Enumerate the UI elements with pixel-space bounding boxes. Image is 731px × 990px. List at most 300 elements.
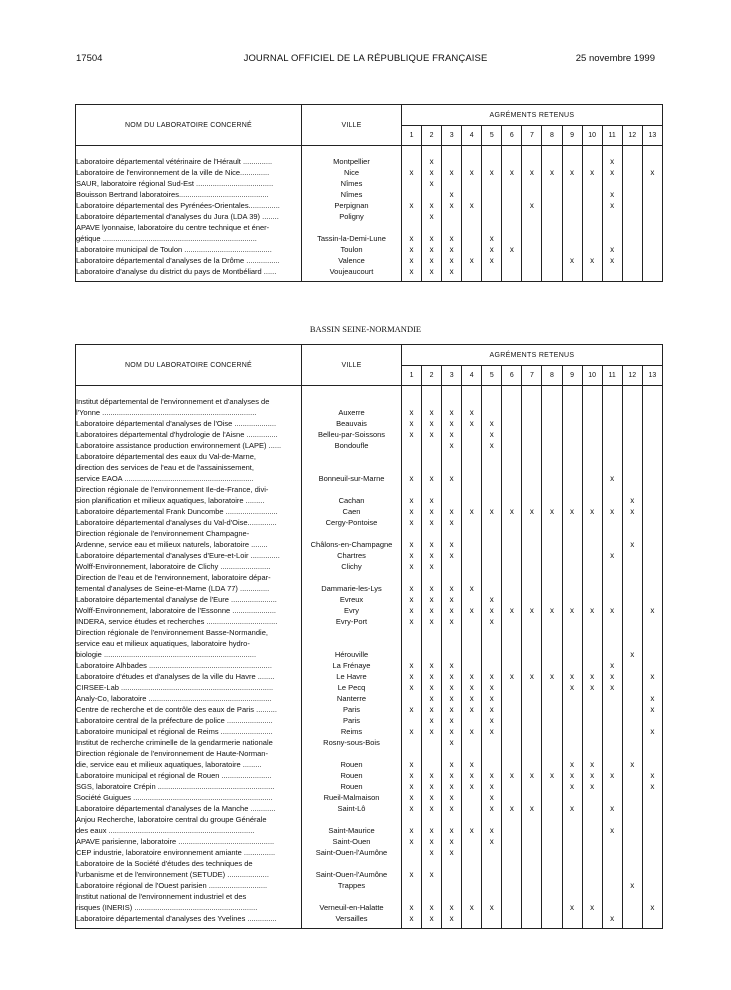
- approval-mark-6: [502, 561, 522, 572]
- approval-mark-5: [482, 178, 502, 189]
- approval-mark-7: [522, 440, 542, 451]
- approval-mark-12: [622, 671, 642, 682]
- approval-mark-8: [542, 748, 562, 770]
- approval-mark-9: [562, 244, 582, 255]
- table-row: [76, 594, 663, 605]
- approval-mark-6: [502, 451, 522, 484]
- approval-mark-6: [502, 847, 522, 858]
- approval-mark-12: [622, 255, 642, 266]
- table-row: [76, 561, 663, 572]
- table-row: [76, 715, 663, 726]
- approval-mark-12: [622, 572, 642, 594]
- approval-number-header: 6: [502, 366, 522, 386]
- city-name: Rueil-Malmaison: [302, 792, 402, 803]
- approval-mark-1: x: [402, 792, 422, 803]
- approval-mark-5: x: [482, 429, 502, 440]
- approval-mark-1: x: [402, 836, 422, 847]
- approval-mark-9: [562, 266, 582, 277]
- approval-mark-12: [622, 156, 642, 167]
- approval-mark-4: [462, 847, 482, 858]
- approval-mark-3: [442, 178, 462, 189]
- approval-mark-2: x: [422, 913, 442, 924]
- approval-mark-9: [562, 440, 582, 451]
- table-row: [76, 396, 663, 418]
- approval-mark-1: x: [402, 222, 422, 244]
- approval-mark-9: x: [562, 605, 582, 616]
- approval-mark-1: x: [402, 451, 422, 484]
- approval-mark-12: [622, 561, 642, 572]
- approval-mark-3: x: [442, 594, 462, 605]
- approval-mark-12: [622, 244, 642, 255]
- laboratory-name: Direction régionale de l'environnement de Haute-Norman- die, service eau et milieux aquatiques, laboratoire .........: [76, 748, 302, 770]
- approval-mark-4: x: [462, 418, 482, 429]
- approval-mark-1: x: [402, 858, 422, 880]
- approval-mark-3: x: [442, 704, 462, 715]
- approval-mark-8: [542, 737, 562, 748]
- approval-mark-3: x: [442, 792, 462, 803]
- approval-mark-6: [502, 704, 522, 715]
- table-row: [76, 913, 663, 924]
- approval-mark-11: [602, 748, 622, 770]
- approval-number-header: 7: [522, 126, 542, 146]
- approval-mark-8: [542, 693, 562, 704]
- laboratory-name: Direction régionale de l'environnement Ile-de-France, divi- sion planification et milieux aquatiques, laboratoire .........: [76, 484, 302, 506]
- approval-mark-1: [402, 737, 422, 748]
- approval-mark-13: [642, 814, 662, 836]
- laboratory-name: SAUR, laboratoire régional Sud-Est .....................................: [76, 178, 302, 189]
- laboratory-name: Laboratoire départemental des Pyrénées-Orientales...............: [76, 200, 302, 211]
- approval-mark-9: [562, 660, 582, 671]
- approval-mark-3: x: [442, 396, 462, 418]
- city-name: Tassin-la-Demi-Lune: [302, 222, 402, 244]
- approval-mark-5: [482, 451, 502, 484]
- approval-mark-2: [422, 627, 442, 660]
- approval-mark-2: x: [422, 605, 442, 616]
- approval-mark-4: [462, 528, 482, 550]
- approval-mark-11: [602, 429, 622, 440]
- city-name: Toulon: [302, 244, 402, 255]
- approval-mark-9: [562, 561, 582, 572]
- table-row: [76, 244, 663, 255]
- approval-mark-10: [582, 550, 602, 561]
- approval-mark-1: [402, 189, 422, 200]
- approval-mark-3: [442, 561, 462, 572]
- approval-mark-8: [542, 880, 562, 891]
- approval-mark-13: [642, 451, 662, 484]
- city-name: Le Havre: [302, 671, 402, 682]
- approval-number-header: 12: [622, 366, 642, 386]
- approval-mark-4: [462, 616, 482, 627]
- approval-mark-9: [562, 550, 582, 561]
- approval-mark-5: [482, 200, 502, 211]
- approval-mark-2: [422, 748, 442, 770]
- approval-mark-6: [502, 211, 522, 222]
- laboratory-name: Laboratoire départemental d'analyses de la Manche ............: [76, 803, 302, 814]
- approval-mark-1: x: [402, 255, 422, 266]
- approval-mark-5: x: [482, 891, 502, 913]
- table-row: [76, 704, 663, 715]
- approval-mark-8: [542, 814, 562, 836]
- approval-mark-1: x: [402, 561, 422, 572]
- laboratory-name: Laboratoire départemental des eaux du Val-de-Marne, direction des services de l'eau et de l'assainissement, service EAOA ..............................................................: [76, 451, 302, 484]
- approval-mark-10: [582, 222, 602, 244]
- approval-mark-11: x: [602, 244, 622, 255]
- approval-mark-1: x: [402, 781, 422, 792]
- approval-mark-13: [642, 222, 662, 244]
- approval-mark-2: x: [422, 156, 442, 167]
- approval-mark-4: [462, 484, 482, 506]
- approval-mark-5: x: [482, 770, 502, 781]
- approval-mark-10: [582, 440, 602, 451]
- city-name: La Frénaye: [302, 660, 402, 671]
- approval-mark-6: [502, 222, 522, 244]
- laboratory-name: Laboratoire municipal de Toulon ..........................................: [76, 244, 302, 255]
- section-title: BASSIN SEINE-NORMANDIE: [309, 324, 422, 334]
- approval-mark-11: [602, 484, 622, 506]
- approval-mark-12: x: [622, 528, 642, 550]
- approval-mark-5: x: [482, 418, 502, 429]
- city-name: Reims: [302, 726, 402, 737]
- laboratory-name: Bouisson Bertrand laboratoires...........................................: [76, 189, 302, 200]
- approval-mark-3: x: [442, 550, 462, 561]
- approval-mark-10: [582, 200, 602, 211]
- approval-mark-8: [542, 451, 562, 484]
- approval-mark-9: [562, 396, 582, 418]
- approval-mark-4: [462, 561, 482, 572]
- approval-mark-6: [502, 660, 522, 671]
- approval-mark-8: [542, 616, 562, 627]
- laboratory-name: CIRSEE-Lab .........................................................................: [76, 682, 302, 693]
- approval-mark-8: [542, 528, 562, 550]
- approval-mark-4: [462, 440, 482, 451]
- approval-number-header: 3: [442, 126, 462, 146]
- approval-mark-4: [462, 211, 482, 222]
- approval-mark-3: x: [442, 715, 462, 726]
- approval-mark-13: [642, 517, 662, 528]
- approval-number-header: 1: [402, 366, 422, 386]
- approval-mark-7: [522, 266, 542, 277]
- approval-number-header: 9: [562, 126, 582, 146]
- approval-mark-11: [602, 211, 622, 222]
- approval-mark-1: x: [402, 550, 422, 561]
- laboratory-name: Institut de recherche criminelle de la gendarmerie nationale: [76, 737, 302, 748]
- approval-mark-8: x: [542, 506, 562, 517]
- city-name: Paris: [302, 715, 402, 726]
- approval-mark-10: [582, 594, 602, 605]
- approval-mark-5: x: [482, 506, 502, 517]
- approval-mark-1: x: [402, 770, 422, 781]
- approval-mark-7: [522, 880, 542, 891]
- approval-mark-12: [622, 781, 642, 792]
- table-row: [76, 255, 663, 266]
- approval-mark-4: x: [462, 200, 482, 211]
- city-name: Trappes: [302, 880, 402, 891]
- approval-number-header: 7: [522, 366, 542, 386]
- approval-mark-12: [622, 594, 642, 605]
- approval-mark-4: [462, 222, 482, 244]
- approval-mark-5: x: [482, 167, 502, 178]
- table-row: [76, 517, 663, 528]
- approval-mark-11: [602, 627, 622, 660]
- approval-mark-13: [642, 178, 662, 189]
- approval-mark-3: x: [442, 222, 462, 244]
- table-row: [76, 451, 663, 484]
- approval-mark-7: [522, 418, 542, 429]
- approval-mark-10: [582, 858, 602, 880]
- city-name: Chartres: [302, 550, 402, 561]
- approval-number-header: 1: [402, 126, 422, 146]
- approval-mark-9: x: [562, 803, 582, 814]
- approval-mark-9: [562, 627, 582, 660]
- laboratory-name: Direction de l'eau et de l'environnement, laboratoire dépar- temental d'analyses de Seine-et-Marne (LDA 77) ..............: [76, 572, 302, 594]
- approval-mark-13: [642, 528, 662, 550]
- city-name: Beauvais: [302, 418, 402, 429]
- laboratory-name: Institut départemental de l'environnement et d'analyses de l'Yonne ..........................................................................: [76, 396, 302, 418]
- approval-mark-8: [542, 178, 562, 189]
- table-row: [76, 178, 663, 189]
- laboratory-name: Laboratoire municipal et régional de Rouen ........................: [76, 770, 302, 781]
- approval-mark-12: [622, 682, 642, 693]
- approval-mark-8: [542, 156, 562, 167]
- approval-mark-11: [602, 836, 622, 847]
- table-row: [76, 189, 663, 200]
- laboratory-name: CEP industrie, laboratoire environnement amiante ...............: [76, 847, 302, 858]
- laboratory-name: Analy-Co, laboratoire ...........................................................: [76, 693, 302, 704]
- approval-mark-9: x: [562, 506, 582, 517]
- approval-mark-4: [462, 244, 482, 255]
- approval-mark-2: x: [422, 858, 442, 880]
- approval-mark-1: x: [402, 726, 422, 737]
- approval-mark-7: [522, 572, 542, 594]
- approval-mark-11: x: [602, 167, 622, 178]
- approval-mark-5: [482, 211, 502, 222]
- approval-mark-11: [602, 792, 622, 803]
- approval-mark-7: x: [522, 605, 542, 616]
- approval-mark-2: x: [422, 484, 442, 506]
- approval-mark-10: x: [582, 770, 602, 781]
- laboratory-name: Laboratoire départemental d'analyses de l'Oise ....................: [76, 418, 302, 429]
- approval-mark-12: [622, 715, 642, 726]
- approval-mark-12: [622, 770, 642, 781]
- laboratory-name: Centre de recherche et de contrôle des eaux de Paris ..........: [76, 704, 302, 715]
- approval-mark-1: x: [402, 748, 422, 770]
- city-name: Saint-Ouen-l'Aumône: [302, 847, 402, 858]
- approval-mark-8: [542, 627, 562, 660]
- approval-mark-5: x: [482, 222, 502, 244]
- approval-mark-5: x: [482, 814, 502, 836]
- approval-mark-9: [562, 693, 582, 704]
- approval-mark-3: x: [442, 255, 462, 266]
- laboratory-name: Laboratoire départemental d'analyses des Yvelines ..............: [76, 913, 302, 924]
- approval-mark-11: [602, 440, 622, 451]
- approval-mark-6: [502, 572, 522, 594]
- city-name: Rosny-sous-Bois: [302, 737, 402, 748]
- approval-mark-10: [582, 792, 602, 803]
- approval-mark-2: x: [422, 726, 442, 737]
- city-name: Nice: [302, 167, 402, 178]
- approval-mark-5: x: [482, 671, 502, 682]
- approval-mark-6: [502, 781, 522, 792]
- approval-mark-7: [522, 244, 542, 255]
- approval-mark-11: x: [602, 451, 622, 484]
- approval-mark-9: [562, 594, 582, 605]
- approval-mark-4: [462, 836, 482, 847]
- approval-mark-11: x: [602, 189, 622, 200]
- approval-mark-3: x: [442, 572, 462, 594]
- approval-mark-7: [522, 561, 542, 572]
- approval-mark-12: [622, 616, 642, 627]
- approval-number-header: 12: [622, 126, 642, 146]
- approval-mark-3: x: [442, 913, 462, 924]
- approval-mark-1: x: [402, 803, 422, 814]
- approval-mark-4: x: [462, 255, 482, 266]
- approval-mark-2: x: [422, 451, 442, 484]
- table-2-body: [76, 386, 663, 929]
- approval-mark-5: [482, 847, 502, 858]
- city-name: Versailles: [302, 913, 402, 924]
- city-name: Saint-Ouen: [302, 836, 402, 847]
- city-name: Châlons-en-Champagne: [302, 528, 402, 550]
- approval-mark-10: [582, 418, 602, 429]
- approval-mark-13: [642, 682, 662, 693]
- approval-mark-3: [442, 156, 462, 167]
- approval-mark-4: x: [462, 726, 482, 737]
- city-name: Bondoufle: [302, 440, 402, 451]
- approval-mark-10: [582, 189, 602, 200]
- approval-mark-6: [502, 440, 522, 451]
- page-number: 17504: [76, 53, 103, 64]
- approval-mark-11: x: [602, 814, 622, 836]
- table-row: [76, 836, 663, 847]
- approval-mark-7: x: [522, 200, 542, 211]
- table-row: [76, 671, 663, 682]
- laboratory-name: Laboratoire départemental vétérinaire de l'Hérault ..............: [76, 156, 302, 167]
- approval-mark-1: x: [402, 671, 422, 682]
- approval-mark-4: [462, 517, 482, 528]
- laboratory-name: SGS, laboratoire Crépin ........................................................: [76, 781, 302, 792]
- approval-mark-2: x: [422, 255, 442, 266]
- approval-mark-4: x: [462, 704, 482, 715]
- approval-mark-6: [502, 858, 522, 880]
- approval-number-header: 5: [482, 126, 502, 146]
- approval-mark-5: [482, 880, 502, 891]
- approval-mark-6: [502, 156, 522, 167]
- approval-mark-8: [542, 517, 562, 528]
- approval-mark-13: [642, 484, 662, 506]
- approval-mark-12: [622, 605, 642, 616]
- approval-mark-11: x: [602, 550, 622, 561]
- approval-mark-8: [542, 704, 562, 715]
- approval-mark-12: [622, 189, 642, 200]
- approval-mark-1: x: [402, 418, 422, 429]
- approval-mark-10: [582, 484, 602, 506]
- approval-mark-12: [622, 660, 642, 671]
- approval-mark-6: [502, 715, 522, 726]
- approval-mark-12: [622, 737, 642, 748]
- table-row: [76, 418, 663, 429]
- laboratory-name: Wolff-Environnement, laboratoire de Clichy ........................: [76, 561, 302, 572]
- approval-mark-7: [522, 814, 542, 836]
- city-name: Verneuil-en-Halatte: [302, 891, 402, 913]
- approval-mark-6: [502, 418, 522, 429]
- approval-mark-1: x: [402, 167, 422, 178]
- approval-mark-5: x: [482, 715, 502, 726]
- approval-mark-8: [542, 266, 562, 277]
- approval-mark-9: [562, 880, 582, 891]
- approval-mark-8: [542, 913, 562, 924]
- approval-mark-3: x: [442, 528, 462, 550]
- approval-mark-12: [622, 211, 642, 222]
- approval-mark-7: [522, 891, 542, 913]
- approval-mark-5: [482, 737, 502, 748]
- approval-mark-1: x: [402, 814, 422, 836]
- approval-mark-3: x: [442, 803, 462, 814]
- approval-mark-8: [542, 847, 562, 858]
- approval-mark-1: x: [402, 891, 422, 913]
- approval-mark-13: [642, 803, 662, 814]
- approval-mark-6: x: [502, 506, 522, 517]
- approval-mark-6: [502, 737, 522, 748]
- approval-number-header: 13: [642, 366, 662, 386]
- approval-mark-5: [482, 748, 502, 770]
- approval-mark-8: x: [542, 770, 562, 781]
- approval-mark-5: [482, 913, 502, 924]
- approval-mark-12: [622, 726, 642, 737]
- approval-mark-4: [462, 189, 482, 200]
- city-name: Caen: [302, 506, 402, 517]
- approval-mark-13: x: [642, 605, 662, 616]
- approval-mark-7: [522, 781, 542, 792]
- approval-mark-12: [622, 891, 642, 913]
- approval-mark-11: [602, 726, 622, 737]
- approval-mark-4: x: [462, 572, 482, 594]
- approval-mark-4: x: [462, 814, 482, 836]
- approval-number-header: 8: [542, 366, 562, 386]
- approval-mark-9: x: [562, 770, 582, 781]
- approval-mark-12: [622, 693, 642, 704]
- table-row: [76, 222, 663, 244]
- approval-mark-4: [462, 803, 482, 814]
- approval-mark-3: x: [442, 770, 462, 781]
- approval-mark-10: x: [582, 506, 602, 517]
- city-name: Poligny: [302, 211, 402, 222]
- approval-mark-11: [602, 517, 622, 528]
- approval-mark-11: x: [602, 770, 622, 781]
- approval-mark-11: [602, 847, 622, 858]
- approval-mark-3: x: [442, 244, 462, 255]
- approval-mark-9: [562, 222, 582, 244]
- laboratory-name: Laboratoire d'analyse du district du pays de Montbéliard ......: [76, 266, 302, 277]
- table-row: [76, 440, 663, 451]
- approval-mark-10: [582, 704, 602, 715]
- approval-mark-3: [442, 484, 462, 506]
- approval-mark-3: x: [442, 189, 462, 200]
- approval-number-header: 2: [422, 366, 442, 386]
- approval-mark-12: [622, 178, 642, 189]
- approval-mark-2: x: [422, 781, 442, 792]
- approval-mark-2: x: [422, 814, 442, 836]
- approval-mark-11: x: [602, 200, 622, 211]
- table-row: [76, 167, 663, 178]
- city-name: Nîmes: [302, 189, 402, 200]
- table-row: [76, 200, 663, 211]
- approval-mark-2: x: [422, 561, 442, 572]
- table-row: [76, 814, 663, 836]
- approval-mark-9: [562, 517, 582, 528]
- approval-mark-13: [642, 847, 662, 858]
- approval-mark-6: [502, 594, 522, 605]
- approval-mark-5: [482, 627, 502, 660]
